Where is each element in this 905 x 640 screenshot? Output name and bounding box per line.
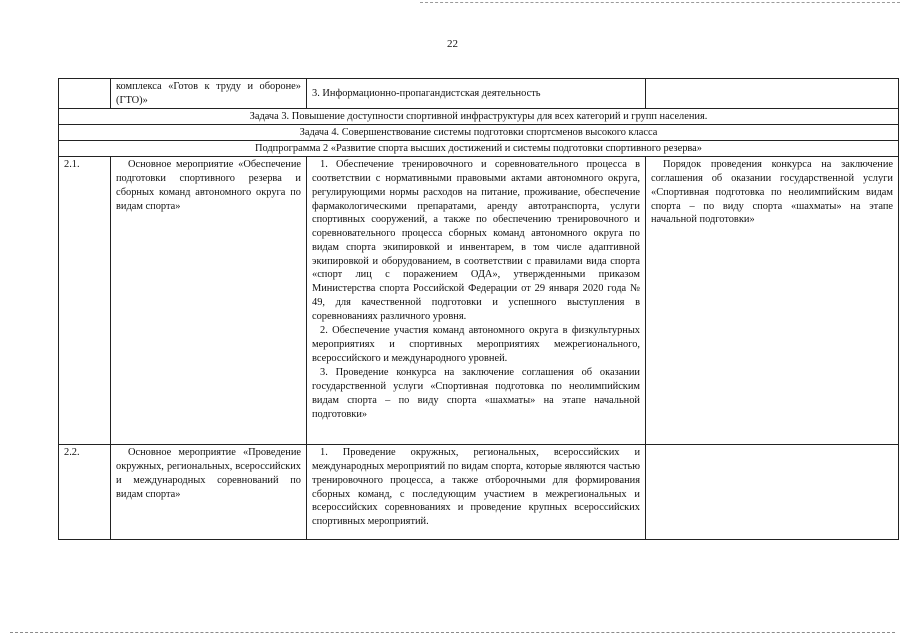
activity-cell — [307, 157, 646, 445]
event-cell: комплекса «Готов к труду и обороне» (ГТО)» — [111, 79, 307, 109]
row-number: 2.1. — [59, 157, 111, 445]
row-number: 2.2. — [59, 445, 111, 540]
table-row-continuation — [59, 79, 899, 109]
table-row-2-1 — [59, 157, 899, 445]
regulation-cell — [646, 445, 899, 540]
scan-edge-top — [420, 2, 900, 3]
activity-paragraph-3: 3. Проведение конкурса на заключение соглашения об оказании государственной услуги «Спортивная подготовка по неолимпийским видам спорта – по виду спорта «шахматы» на этапе начальной подготовки» — [312, 367, 640, 420]
regulation-text: Порядок проведения конкурса на заключение соглашения об оказании государственной услуги «Спортивная подготовка по неолимпийским видам спорта – по виду спорта «шахматы» на этапе начальной подготовки» — [651, 159, 893, 226]
task-4-heading: Задача 4. Совершенствование системы подготовки спортсменов высокого класса — [59, 125, 899, 141]
table-row-2-2 — [59, 445, 899, 540]
regulation-cell — [646, 79, 899, 109]
event-text: Основное мероприятие «Проведение окружных, региональных, всероссийских и международных соревнований по видам спорта» — [116, 447, 301, 500]
event-cell — [111, 445, 307, 540]
activity-text: 3. Информационно-пропагандистская деятельность — [312, 88, 541, 99]
activity-paragraph-1: 1. Обеспечение тренировочного и соревновательного процесса в соответствии с нормативными правовыми актами автономного округа, регулирующими нормы расходов на питание, проживание, обеспечение фармакологическими препаратами, аренду автотранспорта, услуги спортивных сооружений, а также по обеспечению тренировочного и соревновательного процесса сборных команд автономного округа по видам спорта экипировкой и инвентарем, в том числе адаптивной экипировкой и оборудованием, в соответствии с правилами вида спорта «спорт лиц с поражением ОДА», утвержденными приказом Министерства спорта Российской Федерации от 29 января 2020 года № 49, для качественной подготовки и успешного выступления в соревнованиях различного уровня. — [312, 159, 640, 322]
activity-paragraph-1: 1. Проведение окружных, региональных, всероссийских и международных мероприятий по видам спорта, которые являются частью тренировочного процесса, а также отборочными для формирования сборных команд, с последующим участием в межрегиональных и всероссийских соревнованиях и проведение крупных всероссийских спортивных мероприятий. — [312, 447, 640, 528]
program-table — [58, 78, 899, 540]
table-row-task-3 — [59, 109, 899, 125]
table-row-task-4 — [59, 125, 899, 141]
row-number-cell — [59, 79, 111, 109]
activity-cell — [307, 445, 646, 540]
event-text: Основное мероприятие «Обеспечение подготовки спортивного резерва и сборных команд автономного округа по видам спорта» — [116, 159, 301, 212]
subprogram-2-heading: Подпрограмма 2 «Развитие спорта высших достижений и системы подготовки спортивного резерва» — [59, 141, 899, 157]
page-number: 22 — [447, 38, 458, 50]
scan-edge-bottom — [10, 632, 895, 633]
task-3-heading: Задача 3. Повышение доступности спортивной инфраструктуры для всех категорий и групп населения. — [59, 109, 899, 125]
regulation-cell — [646, 157, 899, 445]
activity-cell — [307, 79, 646, 109]
event-cell — [111, 157, 307, 445]
activity-paragraph-2: 2. Обеспечение участия команд автономного округа в физкультурных мероприятиях и спортивных мероприятиях межрегионального, всероссийского и международного уровней. — [312, 325, 640, 364]
table-row-subprogram-2 — [59, 141, 899, 157]
